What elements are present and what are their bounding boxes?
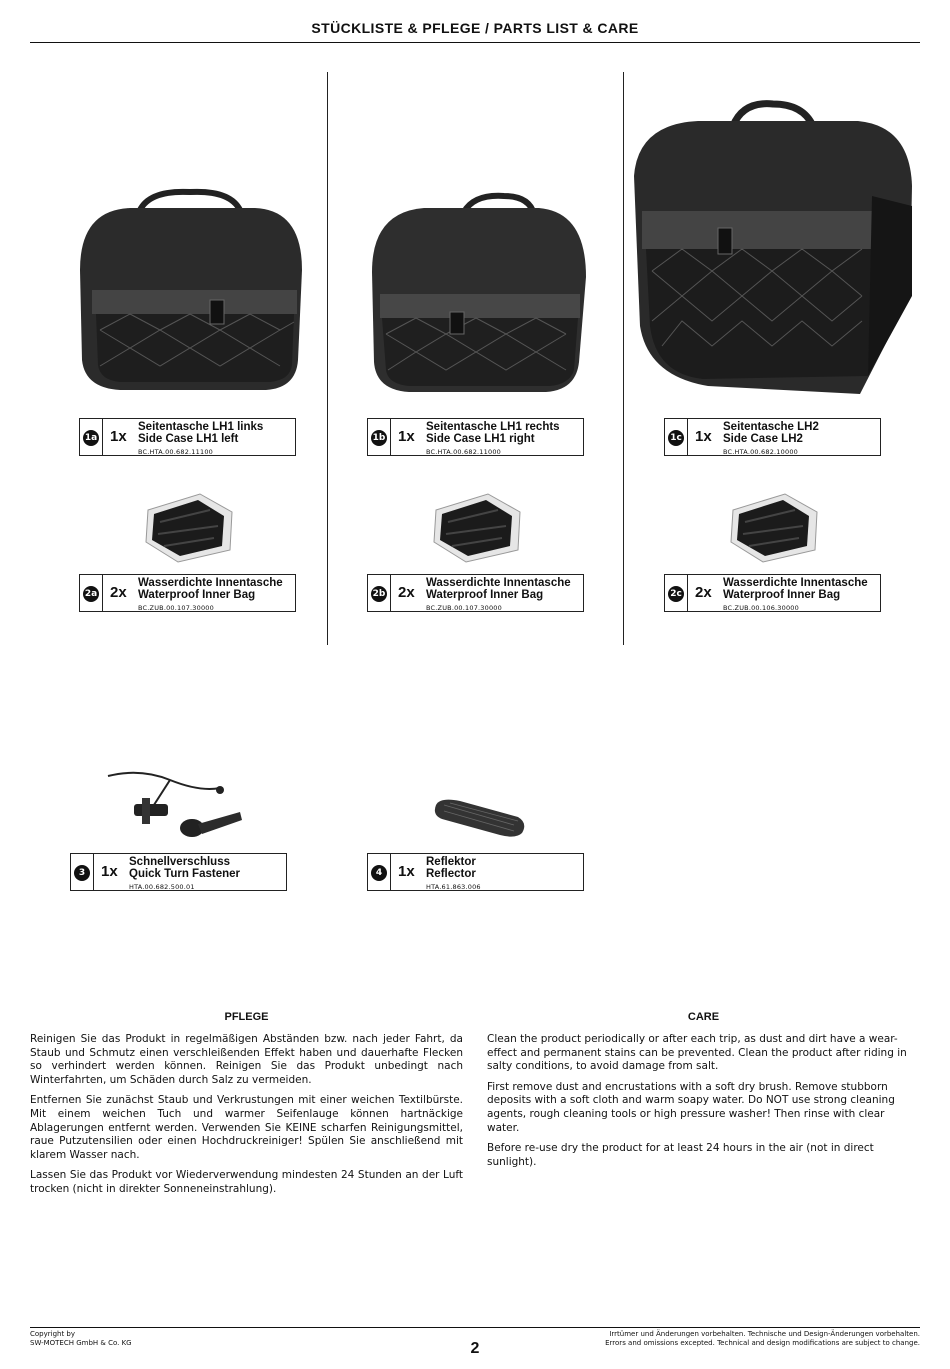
quick-turn-fastener-image (100, 768, 250, 843)
part-article-number: BC.ZUB.00.107.30000 (426, 604, 502, 612)
label-separator (93, 854, 94, 890)
inner-bag-image (428, 490, 528, 565)
care-heading-de: PFLEGE (224, 1011, 269, 1023)
part-text (723, 421, 819, 458)
disclaimer (605, 1330, 920, 1348)
part-label-3 (70, 853, 287, 891)
inner-bag-image (140, 490, 240, 565)
side-case-lh2-image (628, 96, 918, 396)
part-label-1a (79, 418, 296, 456)
inner-bag-image (725, 490, 825, 565)
part-name-en: Waterproof Inner Bag (426, 589, 544, 601)
part-article-number: BC.ZUB.00.106.30000 (723, 604, 799, 612)
part-name-de: Seitentasche LH1 links (138, 421, 264, 433)
part-name-en: Side Case LH1 left (138, 433, 239, 445)
part-number-badge: 1c (668, 430, 684, 446)
label-separator (687, 419, 688, 455)
label-separator (687, 575, 688, 611)
part-name-de: Seitentasche LH2 (723, 421, 819, 433)
part-name-de: Reflektor (426, 856, 476, 868)
part-article-number: BC.HTA.00.682.10000 (723, 448, 798, 456)
part-article-number: BC.ZUB.00.107.30000 (138, 604, 214, 612)
part-label-2a (79, 574, 296, 612)
disclaimer-en: Errors and omissions excepted. Technical and design modifications are subject to change. (605, 1339, 920, 1347)
copyright-line: Copyright by (30, 1330, 76, 1338)
header-rule (30, 42, 920, 43)
page-number: 2 (455, 1340, 495, 1358)
care-paragraph: First remove dust and encrustations with a soft dry brush. Remove stubborn deposits with a soft cloth and warm soapy water. Do NOT use strong cleaning agents, rough cleaning tools or high pressure washer! Then rinse with clear water. (487, 1080, 895, 1134)
part-quantity: 1x (398, 863, 415, 880)
part-quantity: 2x (110, 584, 127, 601)
part-number-badge: 1b (371, 430, 387, 446)
part-label-4 (367, 853, 584, 891)
care-heading-en: CARE (687, 1011, 720, 1023)
part-text (723, 577, 868, 614)
column-divider (623, 72, 624, 645)
part-number-badge: 2c (668, 586, 684, 602)
part-text (138, 577, 283, 614)
part-quantity: 1x (101, 863, 118, 880)
part-article-number: BC.HTA.00.682.11000 (426, 448, 501, 456)
footer-rule (30, 1327, 920, 1328)
care-paragraph: Before re-use dry the product for at least 24 hours in the air (not in direct sunlight). (487, 1142, 874, 1168)
side-case-lh1-right-image (364, 182, 594, 397)
part-label-2b (367, 574, 584, 612)
care-section-de (30, 1011, 463, 1204)
part-article-number: BC.HTA.00.682.11100 (138, 448, 213, 456)
part-label-1b (367, 418, 584, 456)
part-name-en: Side Case LH2 (723, 433, 803, 445)
care-paragraph: Lassen Sie das Produkt vor Wiederverwendung mindesten 24 Stunden an der Luft trocken (nicht in direkter Sonneneinstrahlung). (30, 1169, 463, 1195)
care-paragraph: Clean the product periodically or after each trip, as dust and dirt have a wear-effect and permanent stains can be prevented. Clean the product after riding in salty conditions, to avoid damage from salt. (487, 1033, 907, 1073)
part-quantity: 2x (695, 584, 712, 601)
part-text (426, 577, 571, 614)
care-paragraph: Reinigen Sie das Produkt in regelmäßigen Abständen bzw. nach jeder Fahrt, da Staub und Schmutz einen verschleißenden Effekt haben und dauerhafte Flecken so verhindert werden können. Reinigen Sie das Produkt unbedingt nach Winterfahrten, um Schäden durch Salz zu vermeiden. (30, 1033, 463, 1086)
part-name-de: Wasserdichte Innentasche (426, 577, 571, 589)
care-paragraph: Entfernen Sie zunächst Staub und Verkrustungen mit einer weichen Textilbürste. Mit einem weichen Tuch und warmer Seifenlauge können hartnäckige Ablagerungen entfernt werden. Verwenden Sie KEINE scharfen Reinigungsmittel, raue Putzutensilien oder einen Hochdruckreiniger! Spülen Sie anschließend mit klarem Wasser nach. (30, 1094, 463, 1161)
part-quantity: 1x (398, 428, 415, 445)
part-quantity: 2x (398, 584, 415, 601)
part-number-badge: 3 (74, 865, 90, 881)
reflector-image (430, 795, 530, 840)
part-number-badge: 1a (83, 430, 99, 446)
part-name-en: Quick Turn Fastener (129, 868, 240, 880)
page-title: STÜCKLISTE & PFLEGE / PARTS LIST & CARE (311, 20, 639, 36)
part-text (426, 856, 481, 893)
label-separator (102, 419, 103, 455)
care-section-en (487, 1011, 920, 1176)
part-name-de: Wasserdichte Innentasche (138, 577, 283, 589)
part-label-1c (664, 418, 881, 456)
part-text (426, 421, 560, 458)
part-name-de: Wasserdichte Innentasche (723, 577, 868, 589)
label-separator (390, 575, 391, 611)
part-name-en: Reflector (426, 868, 476, 880)
part-name-en: Side Case LH1 right (426, 433, 535, 445)
part-name-de: Schnellverschluss (129, 856, 230, 868)
label-separator (102, 575, 103, 611)
part-name-de: Seitentasche LH1 rechts (426, 421, 560, 433)
part-text (138, 421, 263, 458)
part-article-number: HTA.00.682.500.01 (129, 883, 195, 891)
copyright-company: SW-MOTECH GmbH & Co. KG (30, 1339, 132, 1347)
side-case-lh1-left-image (70, 180, 310, 400)
disclaimer-de: Irrtümer und Änderungen vorbehalten. Technische und Design-Änderungen vorbehalten. (609, 1330, 920, 1338)
part-number-badge: 2b (371, 586, 387, 602)
part-number-badge: 4 (371, 865, 387, 881)
part-name-en: Waterproof Inner Bag (723, 589, 841, 601)
label-separator (390, 854, 391, 890)
part-text (129, 856, 240, 893)
part-article-number: HTA.61.863.006 (426, 883, 481, 891)
label-separator (390, 419, 391, 455)
part-quantity: 1x (695, 428, 712, 445)
column-divider (327, 72, 328, 645)
part-quantity: 1x (110, 428, 127, 445)
part-number-badge: 2a (83, 586, 99, 602)
copyright (30, 1330, 132, 1348)
part-name-en: Waterproof Inner Bag (138, 589, 256, 601)
part-label-2c (664, 574, 881, 612)
